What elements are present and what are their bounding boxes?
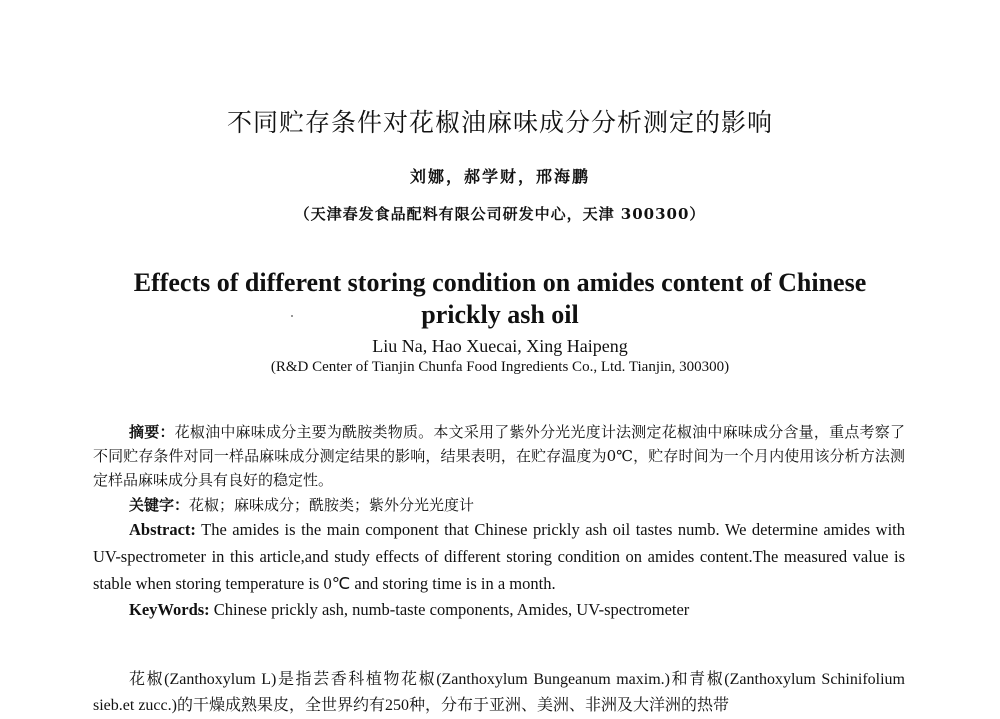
chinese-abstract-label: 摘要： [129, 423, 175, 441]
chinese-keywords-label: 关键字： [129, 496, 190, 514]
english-keywords-label: KeyWords: [129, 600, 210, 619]
chinese-keywords-text: 花椒；麻味成分；酰胺类；紫外分光光度计 [189, 496, 475, 514]
chinese-title: 不同贮存条件对花椒油麻味成分分析测定的影响 [226, 108, 773, 137]
chinese-affiliation: （天津春发食品配料有限公司研发中心，天津 300300） [294, 205, 706, 223]
chinese-authors: 刘娜，郝学财，邢海鹏 [409, 167, 590, 186]
chinese-abstract [93, 420, 905, 492]
chinese-keywords [93, 494, 941, 516]
english-keywords-text: Chinese prickly ash, numb-taste components, Amides, UV-spectrometer [209, 600, 690, 619]
english-title-line-2: prickly ash oil [421, 300, 579, 329]
scan-speck [291, 315, 293, 317]
english-title [0, 267, 1000, 331]
english-keywords [93, 599, 941, 621]
english-abstract [93, 516, 905, 597]
english-title-line-1: Effects of different storing condition on amides content of Chinese [133, 268, 867, 297]
chinese-abstract-text: 花椒油中麻味成分主要为酰胺类物质。本文采用了紫外分光光度计法测定花椒油中麻味成分含量，重点考察了不同贮存条件对同一样品麻味成分测定结果的影响，结果表明，在贮存温度为0℃，贮存时间为一个月内使用该分析方法测定样品麻味成分具有良好的稳定性。 [93, 423, 905, 489]
english-authors: Liu Na, Hao Xuecai, Xing Haipeng [372, 336, 628, 356]
english-abstract-label: Abstract: [129, 520, 196, 539]
english-affiliation: (R&D Center of Tianjin Chunfa Food Ingredients Co., Ltd. Tianjin, 300300) [270, 359, 730, 375]
english-abstract-text: The amides is the main component that Chinese prickly ash oil tastes numb. We determine amides with UV-spectrometer in this article,and study effects of different storing condition on amides content.The measured value is stable when storing temperature is 0℃ and storing time is in a month. [93, 520, 905, 593]
body-paragraph: 花椒(Zanthoxylum L)是指芸香科植物花椒(Zanthoxylum Bungeanum maxim.)和青椒(Zanthoxylum Schinifolium sieb.et zucc.)的干燥成熟果皮，全世界约有250种，分布于亚洲、美洲、非洲及大洋洲的热带 [93, 671, 905, 714]
